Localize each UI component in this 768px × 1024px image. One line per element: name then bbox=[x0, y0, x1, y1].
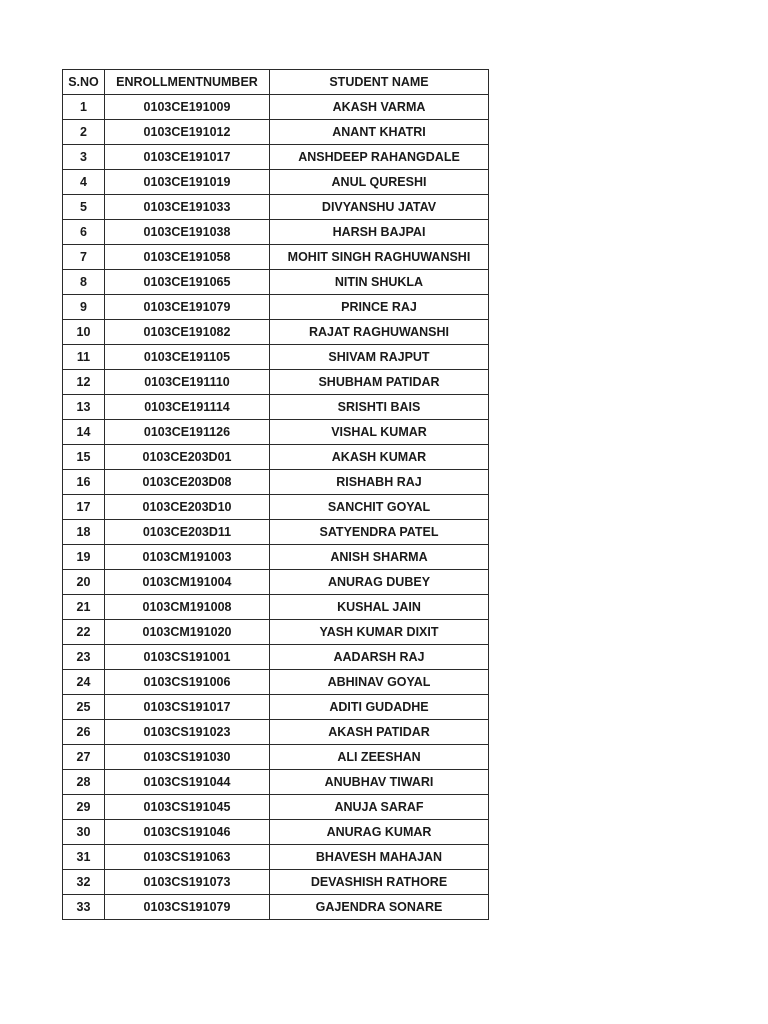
cell-enrollment-number: 0103CS191073 bbox=[105, 870, 270, 895]
column-header-student-name: STUDENT NAME bbox=[270, 70, 489, 95]
cell-student-name: RISHABH RAJ bbox=[270, 470, 489, 495]
cell-sno: 33 bbox=[63, 895, 105, 920]
cell-enrollment-number: 0103CE191038 bbox=[105, 220, 270, 245]
cell-student-name: SATYENDRA PATEL bbox=[270, 520, 489, 545]
cell-student-name: BHAVESH MAHAJAN bbox=[270, 845, 489, 870]
table-row bbox=[63, 720, 489, 745]
cell-sno: 7 bbox=[63, 245, 105, 270]
cell-enrollment-number: 0103CE203D01 bbox=[105, 445, 270, 470]
cell-sno: 1 bbox=[63, 95, 105, 120]
cell-sno: 25 bbox=[63, 695, 105, 720]
table-row bbox=[63, 670, 489, 695]
table-row bbox=[63, 195, 489, 220]
cell-enrollment-number: 0103CE203D11 bbox=[105, 520, 270, 545]
cell-enrollment-number: 0103CE191009 bbox=[105, 95, 270, 120]
cell-student-name: ABHINAV GOYAL bbox=[270, 670, 489, 695]
table-row bbox=[63, 745, 489, 770]
cell-enrollment-number: 0103CM191008 bbox=[105, 595, 270, 620]
cell-enrollment-number: 0103CE191079 bbox=[105, 295, 270, 320]
cell-sno: 8 bbox=[63, 270, 105, 295]
table-row bbox=[63, 95, 489, 120]
table-row bbox=[63, 870, 489, 895]
cell-enrollment-number: 0103CS191079 bbox=[105, 895, 270, 920]
cell-student-name: DIVYANSHU JATAV bbox=[270, 195, 489, 220]
cell-sno: 24 bbox=[63, 670, 105, 695]
cell-student-name: ANUBHAV TIWARI bbox=[270, 770, 489, 795]
cell-enrollment-number: 0103CE191017 bbox=[105, 145, 270, 170]
cell-enrollment-number: 0103CS191017 bbox=[105, 695, 270, 720]
cell-enrollment-number: 0103CS191044 bbox=[105, 770, 270, 795]
cell-sno: 17 bbox=[63, 495, 105, 520]
cell-enrollment-number: 0103CM191003 bbox=[105, 545, 270, 570]
cell-student-name: ANURAG KUMAR bbox=[270, 820, 489, 845]
cell-enrollment-number: 0103CE191065 bbox=[105, 270, 270, 295]
table-row bbox=[63, 545, 489, 570]
cell-sno: 18 bbox=[63, 520, 105, 545]
cell-enrollment-number: 0103CS191006 bbox=[105, 670, 270, 695]
cell-enrollment-number: 0103CE203D08 bbox=[105, 470, 270, 495]
table-row bbox=[63, 845, 489, 870]
cell-sno: 26 bbox=[63, 720, 105, 745]
cell-enrollment-number: 0103CE191110 bbox=[105, 370, 270, 395]
cell-enrollment-number: 0103CE191114 bbox=[105, 395, 270, 420]
column-header-enrollment: ENROLLMENTNUMBER bbox=[105, 70, 270, 95]
cell-enrollment-number: 0103CE191019 bbox=[105, 170, 270, 195]
cell-sno: 31 bbox=[63, 845, 105, 870]
cell-sno: 30 bbox=[63, 820, 105, 845]
cell-sno: 5 bbox=[63, 195, 105, 220]
cell-enrollment-number: 0103CE191033 bbox=[105, 195, 270, 220]
cell-student-name: ANANT KHATRI bbox=[270, 120, 489, 145]
cell-sno: 9 bbox=[63, 295, 105, 320]
cell-sno: 3 bbox=[63, 145, 105, 170]
student-list-table bbox=[62, 69, 489, 920]
cell-student-name: ALI ZEESHAN bbox=[270, 745, 489, 770]
cell-sno: 29 bbox=[63, 795, 105, 820]
column-header-sno: S.NO bbox=[63, 70, 105, 95]
cell-enrollment-number: 0103CM191020 bbox=[105, 620, 270, 645]
table-row bbox=[63, 495, 489, 520]
table-row bbox=[63, 145, 489, 170]
cell-sno: 2 bbox=[63, 120, 105, 145]
cell-student-name: AADARSH RAJ bbox=[270, 645, 489, 670]
cell-student-name: AKASH PATIDAR bbox=[270, 720, 489, 745]
cell-enrollment-number: 0103CM191004 bbox=[105, 570, 270, 595]
cell-student-name: AKASH KUMAR bbox=[270, 445, 489, 470]
table-row bbox=[63, 170, 489, 195]
table-row bbox=[63, 270, 489, 295]
table-body bbox=[63, 95, 489, 920]
cell-student-name: SRISHTI BAIS bbox=[270, 395, 489, 420]
cell-student-name: GAJENDRA SONARE bbox=[270, 895, 489, 920]
cell-student-name: SANCHIT GOYAL bbox=[270, 495, 489, 520]
cell-student-name: SHIVAM RAJPUT bbox=[270, 345, 489, 370]
cell-sno: 27 bbox=[63, 745, 105, 770]
table-row bbox=[63, 795, 489, 820]
cell-sno: 14 bbox=[63, 420, 105, 445]
table-row bbox=[63, 470, 489, 495]
cell-sno: 15 bbox=[63, 445, 105, 470]
cell-enrollment-number: 0103CE191012 bbox=[105, 120, 270, 145]
cell-student-name: AKASH VARMA bbox=[270, 95, 489, 120]
cell-student-name: SHUBHAM PATIDAR bbox=[270, 370, 489, 395]
cell-sno: 19 bbox=[63, 545, 105, 570]
cell-sno: 32 bbox=[63, 870, 105, 895]
cell-student-name: ANUJA SARAF bbox=[270, 795, 489, 820]
cell-student-name: ANURAG DUBEY bbox=[270, 570, 489, 595]
cell-student-name: MOHIT SINGH RAGHUWANSHI bbox=[270, 245, 489, 270]
cell-enrollment-number: 0103CE191058 bbox=[105, 245, 270, 270]
table-row bbox=[63, 295, 489, 320]
cell-sno: 12 bbox=[63, 370, 105, 395]
cell-enrollment-number: 0103CE191105 bbox=[105, 345, 270, 370]
table-row bbox=[63, 320, 489, 345]
cell-student-name: YASH KUMAR DIXIT bbox=[270, 620, 489, 645]
table-row bbox=[63, 620, 489, 645]
cell-enrollment-number: 0103CE203D10 bbox=[105, 495, 270, 520]
cell-student-name: DEVASHISH RATHORE bbox=[270, 870, 489, 895]
table-header-row bbox=[63, 70, 489, 95]
cell-sno: 6 bbox=[63, 220, 105, 245]
cell-enrollment-number: 0103CS191023 bbox=[105, 720, 270, 745]
cell-sno: 4 bbox=[63, 170, 105, 195]
cell-student-name: PRINCE RAJ bbox=[270, 295, 489, 320]
cell-enrollment-number: 0103CS191001 bbox=[105, 645, 270, 670]
cell-sno: 11 bbox=[63, 345, 105, 370]
table-row bbox=[63, 570, 489, 595]
cell-enrollment-number: 0103CE191126 bbox=[105, 420, 270, 445]
table-row bbox=[63, 395, 489, 420]
cell-student-name: NITIN SHUKLA bbox=[270, 270, 489, 295]
cell-sno: 10 bbox=[63, 320, 105, 345]
cell-enrollment-number: 0103CE191082 bbox=[105, 320, 270, 345]
cell-student-name: HARSH BAJPAI bbox=[270, 220, 489, 245]
cell-enrollment-number: 0103CS191063 bbox=[105, 845, 270, 870]
cell-student-name: ANISH SHARMA bbox=[270, 545, 489, 570]
cell-sno: 21 bbox=[63, 595, 105, 620]
table-row bbox=[63, 645, 489, 670]
cell-sno: 20 bbox=[63, 570, 105, 595]
cell-student-name: ADITI GUDADHE bbox=[270, 695, 489, 720]
cell-sno: 16 bbox=[63, 470, 105, 495]
cell-sno: 22 bbox=[63, 620, 105, 645]
cell-sno: 23 bbox=[63, 645, 105, 670]
cell-student-name: ANSHDEEP RAHANGDALE bbox=[270, 145, 489, 170]
table-row bbox=[63, 820, 489, 845]
table-row bbox=[63, 895, 489, 920]
cell-student-name: KUSHAL JAIN bbox=[270, 595, 489, 620]
table-row bbox=[63, 420, 489, 445]
table-row bbox=[63, 445, 489, 470]
table-row bbox=[63, 370, 489, 395]
cell-sno: 13 bbox=[63, 395, 105, 420]
table-row bbox=[63, 245, 489, 270]
cell-enrollment-number: 0103CS191045 bbox=[105, 795, 270, 820]
cell-enrollment-number: 0103CS191046 bbox=[105, 820, 270, 845]
table-row bbox=[63, 595, 489, 620]
table-row bbox=[63, 220, 489, 245]
cell-student-name: RAJAT RAGHUWANSHI bbox=[270, 320, 489, 345]
cell-enrollment-number: 0103CS191030 bbox=[105, 745, 270, 770]
cell-student-name: VISHAL KUMAR bbox=[270, 420, 489, 445]
table-row bbox=[63, 520, 489, 545]
table-row bbox=[63, 770, 489, 795]
cell-student-name: ANUL QURESHI bbox=[270, 170, 489, 195]
table-row bbox=[63, 345, 489, 370]
table-row bbox=[63, 120, 489, 145]
cell-sno: 28 bbox=[63, 770, 105, 795]
table-row bbox=[63, 695, 489, 720]
